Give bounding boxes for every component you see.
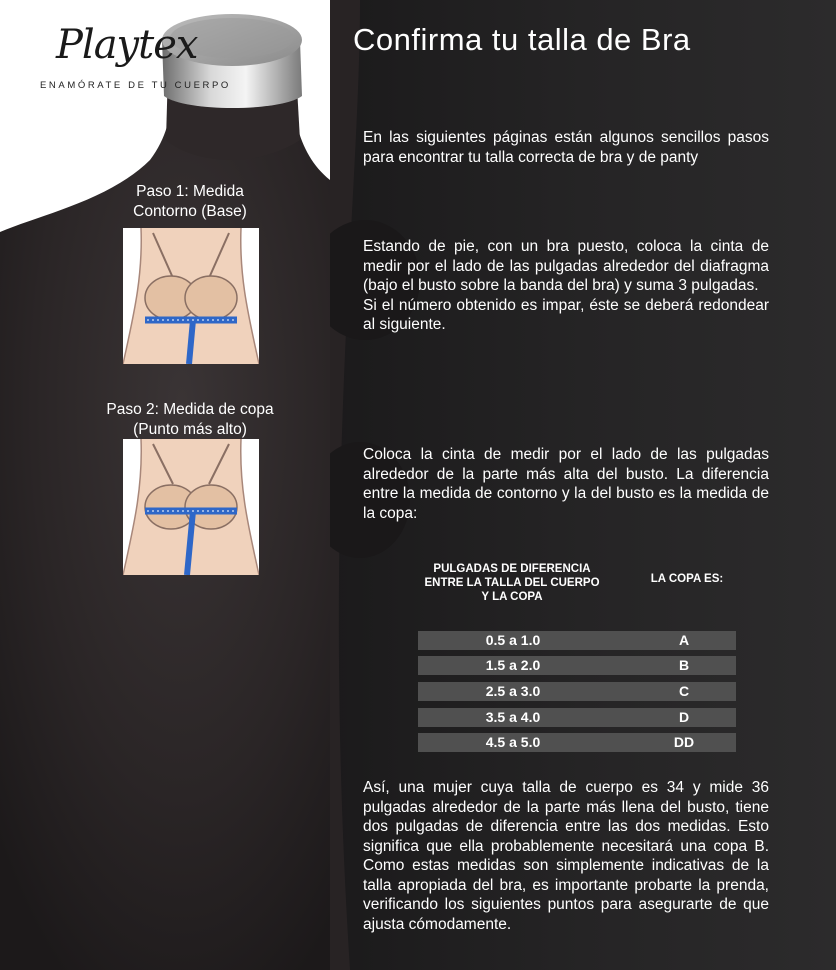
row-cup: DD [673, 734, 695, 750]
table-row [418, 631, 736, 650]
left-panel [0, 0, 330, 970]
step2-caption [80, 400, 300, 440]
table-row [418, 733, 736, 752]
row-cup: B [678, 657, 690, 673]
step2-paragraph: Coloca la cinta de medir por el lado de las pulgadas alrededor de la parte más alta del busto. La diferencia entre la medida de contorno y la del busto es la medida de la copa: [363, 446, 769, 522]
row-cup: D [678, 709, 690, 725]
table-header-line: PULGADAS DE DIFERENCIA [433, 563, 591, 575]
step1-paragraph [363, 237, 769, 335]
closing-paragraph: Así, una mujer cuya talla de cuerpo es 34 y mide 36 pulgadas alrededor de la parte más llena del busto, tiene dos pulgadas de diferencia entre las dos medidas. Esto significa que ella probablemente necesitará una copa B. Como estas medidas son simplemente indicativas de la talla apropiada del bra, es importante probarte la prenda, verificando los siguientes puntos para asegurarte de que ajusta cómodamente. [363, 779, 769, 933]
table-header-line: ENTRE LA TALLA DEL CUERPO [424, 577, 600, 589]
step2-bust-measure-icon [123, 439, 259, 575]
row-range: 3.5 a 4.0 [485, 709, 541, 725]
brand-logo [40, 22, 231, 92]
step1-caption-line2: Contorno (Base) [133, 203, 247, 220]
step1-bra-measure-icon [123, 228, 259, 364]
step1-caption-line1: Paso 1: Medida [136, 183, 244, 200]
logo-tagline: ENAMÓRATE DE TU CUERPO [40, 80, 231, 91]
page-title: Confirma tu talla de Bra [353, 22, 691, 57]
table-header-cup: LA COPA ES: [650, 573, 724, 585]
step2-image [123, 439, 259, 575]
step1-note: Si el número obtenido es impar, éste se deberá redondear al siguiente. [363, 296, 769, 333]
row-range: 1.5 a 2.0 [485, 657, 541, 673]
intro-paragraph: En las siguientes páginas están algunos sencillos pasos para encontrar tu talla correcta de bra y de panty [363, 129, 769, 166]
row-cup: A [678, 632, 690, 648]
step2-caption-line2: (Punto más alto) [133, 421, 247, 438]
step1-image [123, 228, 259, 364]
step1-instruction: Estando de pie, con un bra puesto, coloca la cinta de medir por el lado de las pulgadas alrededor del diafragma (bajo el busto sobre la banda del bra) y suma 3 pulgadas. [363, 238, 769, 294]
table-row [418, 682, 736, 701]
step1-caption [95, 182, 285, 222]
logo-wordmark: Playtex [56, 22, 198, 68]
step2-caption-line1: Paso 2: Medida de copa [106, 401, 274, 418]
table-row [418, 708, 736, 727]
row-range: 0.5 a 1.0 [485, 632, 541, 648]
table-header-difference [412, 562, 612, 604]
row-range: 4.5 a 5.0 [485, 734, 541, 750]
table-header-line: Y LA COPA [481, 591, 543, 603]
row-range: 2.5 a 3.0 [485, 683, 541, 699]
row-cup: C [678, 683, 690, 699]
table-row [418, 656, 736, 675]
